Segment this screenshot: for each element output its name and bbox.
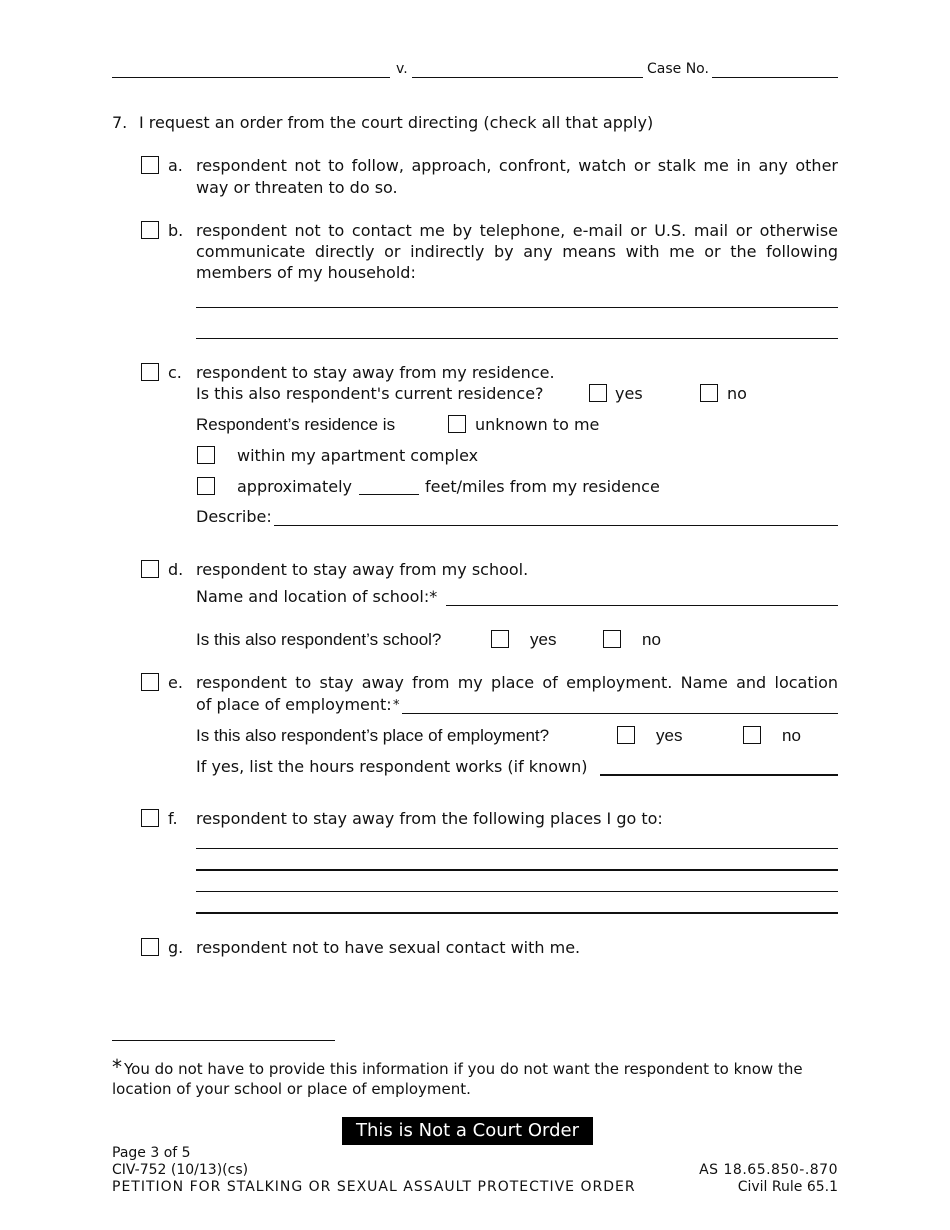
item-d-question: Is this also respondent’s school?: [196, 630, 442, 649]
item-e-question: Is this also respondent’s place of employment?: [196, 726, 550, 745]
not-court-order-banner: This is Not a Court Order: [342, 1117, 593, 1145]
case-number-label: Case No.: [647, 61, 709, 77]
item-f-line1: respondent to stay away from the following places I go to:: [196, 809, 663, 828]
checkbox-box[interactable]: [141, 363, 159, 381]
item-e-line2: of place of employment:: [196, 695, 392, 714]
checkbox-d-yes[interactable]: [491, 630, 511, 650]
respondent-name-line[interactable]: [412, 77, 643, 78]
item-b-line3: members of my household:: [196, 263, 416, 282]
checkbox-g[interactable]: [141, 938, 161, 958]
footnote-divider: [112, 1040, 335, 1041]
checkbox-c-approx[interactable]: [197, 477, 217, 497]
item-c-line1: respondent to stay away from my residence.: [196, 363, 555, 382]
checkbox-box[interactable]: [197, 477, 215, 495]
checkbox-f[interactable]: [141, 809, 161, 829]
item-c-describe: Describe:: [196, 507, 272, 526]
checkbox-d-no[interactable]: [603, 630, 623, 650]
checkbox-box[interactable]: [603, 630, 621, 648]
item-d-line1: respondent to stay away from my school.: [196, 560, 529, 579]
plaintiff-name-line[interactable]: [112, 77, 390, 78]
footer-form-title: PETITION FOR STALKING OR SEXUAL ASSAULT PROTECTIVE ORDER: [112, 1179, 636, 1195]
describe-line[interactable]: [274, 525, 838, 526]
footnote-line2: location of your school or place of employment.: [112, 1080, 471, 1098]
item-c-approx-label: approximately: [237, 477, 352, 496]
item-f-letter: f.: [168, 809, 178, 828]
checkbox-e[interactable]: [141, 673, 161, 693]
versus-label: v.: [396, 61, 408, 77]
item-c-no-label: no: [727, 384, 747, 403]
item-e-no-label: no: [782, 726, 801, 745]
footer-rule: Civil Rule 65.1: [737, 1179, 838, 1195]
section-intro: I request an order from the court directing (check all that apply): [139, 113, 654, 132]
checkbox-box[interactable]: [141, 560, 159, 578]
checkbox-box[interactable]: [141, 809, 159, 827]
checkbox-box[interactable]: [700, 384, 718, 402]
employment-line[interactable]: [402, 713, 838, 714]
places-line-4[interactable]: [196, 912, 838, 914]
item-a-letter: a.: [168, 156, 183, 175]
checkbox-c-within[interactable]: [197, 446, 217, 466]
item-g-line1: respondent not to have sexual contact with me.: [196, 938, 581, 957]
item-b-line1: respondent not to contact me by telephone, e-mail or U.S. mail or otherwise: [196, 221, 838, 240]
footer-page: Page 3 of 5: [112, 1145, 191, 1161]
item-e-hours: If yes, list the hours respondent works (if known): [196, 757, 588, 776]
item-g-letter: g.: [168, 938, 184, 957]
school-line[interactable]: [446, 605, 838, 606]
checkbox-b[interactable]: [141, 221, 161, 241]
section-number: 7.: [112, 113, 128, 132]
item-b-line2: communicate directly or indirectly by any means with me or the following: [196, 242, 838, 261]
item-a-line2: way or threaten to do so.: [196, 178, 398, 197]
checkbox-box[interactable]: [197, 446, 215, 464]
checkbox-box[interactable]: [141, 673, 159, 691]
checkbox-box[interactable]: [141, 221, 159, 239]
item-c-feet-miles: feet/miles from my residence: [425, 477, 660, 496]
item-c-within-label: within my apartment complex: [237, 446, 479, 465]
places-line-1[interactable]: [196, 848, 838, 849]
checkbox-box[interactable]: [617, 726, 635, 744]
item-e-yes-label: yes: [656, 726, 683, 745]
checkbox-c-yes[interactable]: [589, 384, 609, 404]
checkbox-c-unknown[interactable]: [448, 415, 468, 435]
footer-statute: AS 18.65.850-.870: [699, 1162, 838, 1178]
item-c-letter: c.: [168, 363, 182, 382]
item-a-line1: respondent not to follow, approach, confront, watch or stalk me in any other: [196, 156, 838, 175]
footer-form-id: CIV-752 (10/13)(cs): [112, 1162, 249, 1178]
household-members-line-2[interactable]: [196, 338, 838, 339]
checkbox-a[interactable]: [141, 156, 161, 176]
distance-field[interactable]: [359, 494, 419, 495]
checkbox-e-yes[interactable]: [617, 726, 637, 746]
checkbox-c-no[interactable]: [700, 384, 720, 404]
item-e-asterisk: *: [393, 698, 400, 713]
checkbox-box[interactable]: [589, 384, 607, 402]
checkbox-e-no[interactable]: [743, 726, 763, 746]
item-d-name-location: Name and location of school:*: [196, 587, 438, 606]
item-d-letter: d.: [168, 560, 184, 579]
item-d-yes-label: yes: [530, 630, 557, 649]
places-line-3[interactable]: [196, 891, 838, 892]
case-number-line[interactable]: [712, 77, 838, 78]
hours-line[interactable]: [600, 774, 838, 776]
item-e-line1: respondent to stay away from my place of employment. Name and location: [196, 673, 838, 692]
checkbox-box[interactable]: [491, 630, 509, 648]
checkbox-box[interactable]: [448, 415, 466, 433]
footnote-line1: You do not have to provide this information if you do not want the respondent to know the: [124, 1060, 803, 1078]
item-c-yes-label: yes: [615, 384, 643, 403]
item-c-residence-is: Respondent’s residence is: [196, 415, 396, 434]
item-c-question: Is this also respondent's current residence?: [196, 384, 544, 403]
household-members-line-1[interactable]: [196, 307, 838, 308]
checkbox-d[interactable]: [141, 560, 161, 580]
checkbox-box[interactable]: [141, 938, 159, 956]
places-line-2[interactable]: [196, 869, 838, 871]
checkbox-box[interactable]: [743, 726, 761, 744]
checkbox-c[interactable]: [141, 363, 161, 383]
checkbox-box[interactable]: [141, 156, 159, 174]
item-d-no-label: no: [642, 630, 661, 649]
item-b-letter: b.: [168, 221, 184, 240]
item-e-letter: e.: [168, 673, 183, 692]
footnote-asterisk: *: [112, 1055, 122, 1079]
item-c-unknown-label: unknown to me: [475, 415, 600, 434]
